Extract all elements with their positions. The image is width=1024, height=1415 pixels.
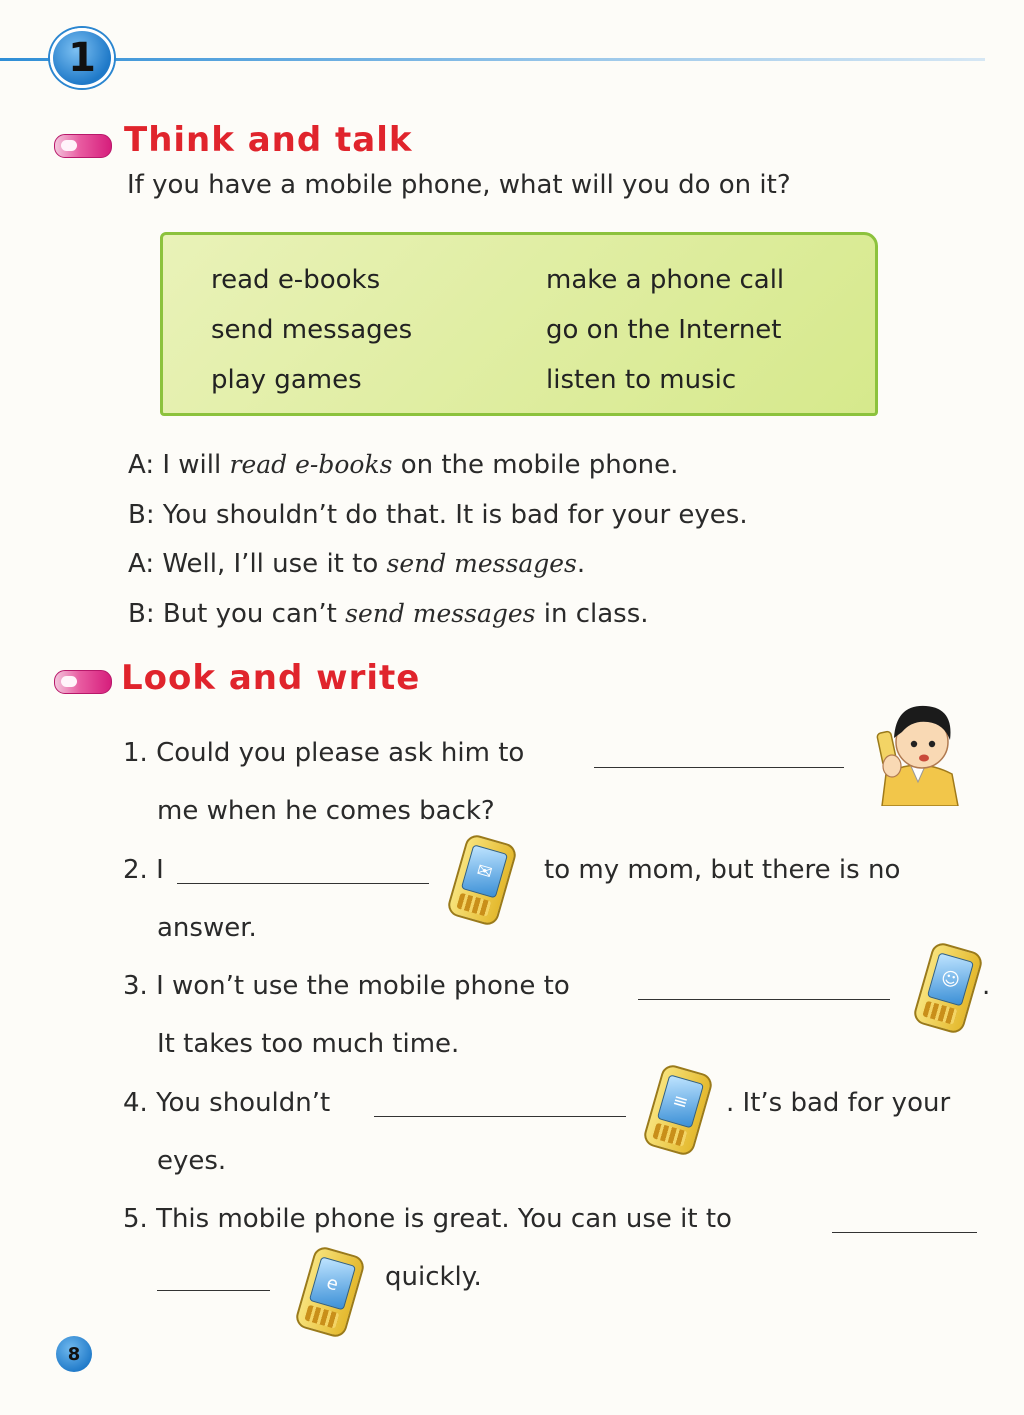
exercise-4-prefix: 4. You shouldn’t	[123, 1088, 331, 1118]
section-title-look-and-write: Look and write	[121, 658, 421, 698]
section-marker-icon	[54, 670, 112, 694]
intro-question: If you have a mobile phone, what will you do on it?	[127, 170, 791, 200]
answer-blank-5a[interactable]	[832, 1232, 977, 1233]
exercise-4-line2: eyes.	[157, 1146, 227, 1176]
exercise-2-line2: answer.	[157, 913, 257, 943]
section-title-think-and-talk: Think and talk	[124, 120, 413, 160]
exercise-1-line2: me when he comes back?	[157, 796, 495, 826]
exercise-4-suffix: . It’s bad for your	[726, 1088, 951, 1118]
mobile-phone-internet-icon: e	[293, 1244, 366, 1339]
exercise-2-suffix: to my mom, but there is no	[544, 855, 901, 885]
answer-blank-1[interactable]	[594, 767, 844, 768]
exercise-2-prefix: 2. I	[123, 855, 164, 885]
dialogue-line: A: I will read e-books on the mobile phone.	[128, 450, 679, 480]
answer-blank-4[interactable]	[374, 1116, 626, 1117]
word-bank-item: make a phone call	[546, 265, 785, 295]
exercise-1-line1: 1. Could you please ask him to	[123, 738, 525, 768]
exercise-5-suffix: quickly.	[385, 1262, 482, 1292]
word-bank-item: play games	[211, 365, 362, 395]
exercise-3-end: .	[982, 971, 991, 1001]
section-marker-icon	[54, 134, 112, 158]
mobile-phone-message-icon: ✉	[445, 832, 518, 927]
top-rule	[0, 58, 985, 61]
mobile-phone-game-icon: ☺	[911, 940, 984, 1035]
dialogue-line: B: But you can’t send messages in class.	[128, 599, 649, 629]
dialogue-line: B: You shouldn’t do that. It is bad for your eyes.	[128, 500, 748, 530]
exercise-5-line1: 5. This mobile phone is great. You can use it to	[123, 1204, 732, 1234]
answer-blank-2[interactable]	[177, 883, 429, 884]
word-bank-item: go on the Internet	[546, 315, 782, 345]
exercise-3-line1: 3. I won’t use the mobile phone to	[123, 971, 570, 1001]
answer-blank-3[interactable]	[638, 999, 890, 1000]
word-bank-item: send messages	[211, 315, 413, 345]
word-bank-item: listen to music	[546, 365, 737, 395]
boy-on-phone-icon	[872, 694, 962, 806]
word-bank-item: read e-books	[211, 265, 381, 295]
word-bank-box	[160, 232, 878, 416]
dialogue-line: A: Well, I’ll use it to send messages.	[128, 549, 586, 579]
exercise-3-line2: It takes too much time.	[157, 1029, 460, 1059]
unit-number-badge: 1	[50, 28, 114, 88]
page-number: 8	[56, 1336, 92, 1372]
answer-blank-5b[interactable]	[157, 1290, 270, 1291]
mobile-phone-ebook-icon: ≡	[641, 1062, 714, 1157]
